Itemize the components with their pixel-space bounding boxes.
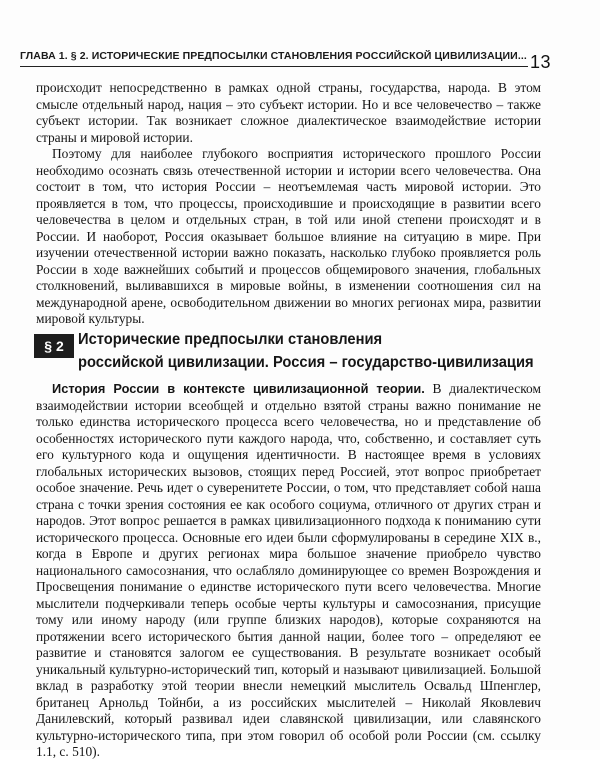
paragraph-russia-world-history: Поэтому для наиболее глубокого восприятия исторического прошлого России необходимо осознать связь отечественной истории и истории всего человечества. Она состоит в том, что история России – неотъемлемая часть мировой истории. Это проявляется в том, что процессы, происходившие и происходящие в развитии всего человечества в целом и отдельных стран, в той или иной степени происходят и в России. И наоборот, Россия оказывает большое влияние на ситуацию в мире. При изучении отечественной истории важно показать, насколько глубоко проявляется роль России в ходе важнейших событий и процессов общемирового значения, глобальных столкновений, выливавшихся в мировые войны, в изменении соотношения сил на международной арене, освободительном движении во многих регионах мира, развитии мировой культуры.	[36, 146, 541, 326]
paragraph-civilization-text: В диалектическом взаимодействии истории всеобщей и отдельно взятой страны важно понимание не только единства исторического процесса всего человечества, но и представление об особенностях исторического пути каждого народа, что, собственно, и составляет суть его культурного кода и ощущения идентичности. В настоящее время в условиях глобальных исторических вызовов, стоящих перед Россией, этот вопрос приобретает особое значение. Речь идет о суверенитете России, о том, что представляет собой наша страна с точки зрения состояния ее как особого социума, отличного от других стран и народов. Этот вопрос решается в рамках цивилизационного подхода к пониманию сути исторического процесса. Основные его идеи были сформулированы в середине XIX в., когда в Европе и других регионах мира большое значение приобрело чувство национального самосознания, что ослабляло доминирующее со времен Возрождения и Просвещения понимание о единстве исторического пути всего человечества. Многие мыслители подчеркивали теперь особые черты культуры и самосознания, присущие тому или иному народу (или группе близких народов), которые сохраняются на протяжении всего исторического бытия данной нации, более того – определяют ее развитие и становятся залогом ее существования. В результате возникает особый уникальный культурно-исторический тип, который и называют цивилизацией. Большой вклад в разработку этой теории внесли немецкий мыслитель Освальд Шпенглер, британец Арнольд Тойнби, а из российских мыслителей – Николай Яковлевич Данилевский, который развивал идеи славянской цивилизации, или славянского культурно-исторического типа, при этом говорил об особой роли России (см. ссылку 1.1, с. 510).	[36, 381, 541, 759]
page-number: 13	[530, 52, 552, 72]
paragraph-continuation: происходит непосредственно в рамках одной страны, государства, народа. В этом смысле отдельный народ, нация – это субъект истории. Но и все человечество – также субъект истории. Так возникает сложное диалектическое взаимодействие истории страны и мировой истории.	[36, 80, 541, 145]
paragraph-civilization-theory	[36, 381, 541, 761]
run-in-heading: История России в контексте цивилизационной теории.	[52, 381, 425, 396]
section-title-line-1: Исторические предпосылки становления	[78, 331, 383, 348]
section-number-badge: § 2	[34, 334, 74, 358]
section-title	[78, 328, 534, 374]
running-head: ГЛАВА 1. § 2. ИСТОРИЧЕСКИЕ ПРЕДПОСЫЛКИ СТАНОВЛЕНИЯ РОССИЙСКОЙ ЦИВИЛИЗАЦИИ...	[20, 50, 527, 62]
section-heading	[20, 328, 560, 376]
header-rule	[20, 66, 528, 67]
section-title-line-2: российской цивилизации. Россия – государство-цивилизация	[78, 354, 534, 371]
